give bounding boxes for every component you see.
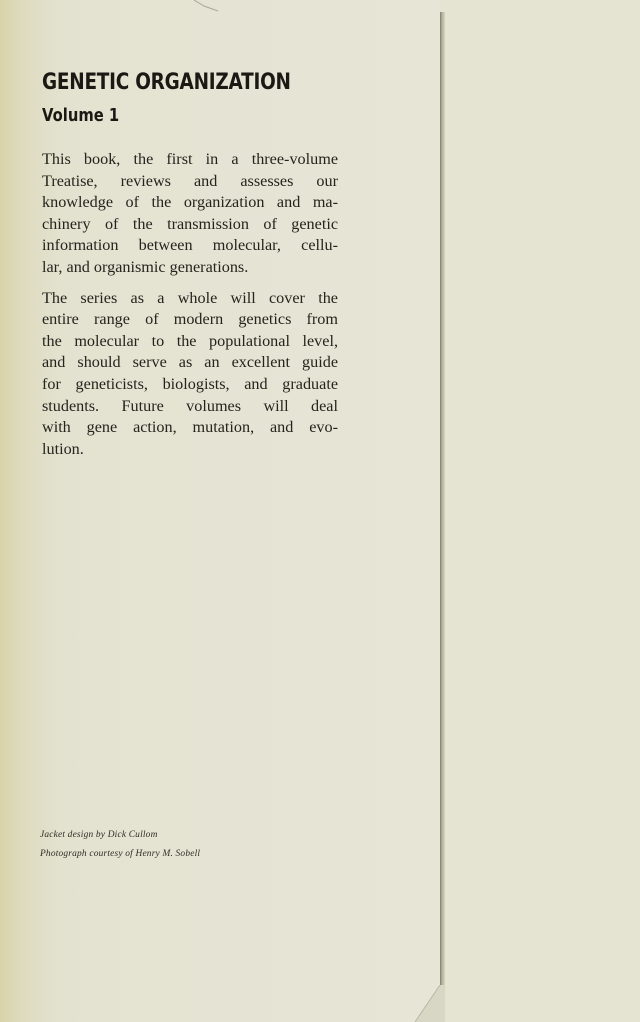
flap-folded-corner: [395, 985, 445, 1022]
text-line: and should serve as an excellent guide: [42, 353, 338, 372]
flap-content: [42, 66, 338, 460]
text-line: This book, the first in a three-volume: [42, 150, 338, 168]
text-line: with gene action, mutation, and evo-: [42, 418, 338, 437]
text-line: lution.: [42, 439, 84, 458]
text-line: Treatise, reviews and assesses our: [42, 171, 338, 190]
text-line: students. Future volumes will deal: [42, 396, 338, 415]
text-line: The series as a whole will cover the: [42, 288, 338, 307]
jacket-design-credit: Jacket design by Dick Cullom: [40, 830, 158, 840]
text-line: knowledge of the organization and ma-: [42, 193, 338, 212]
text-line: the molecular to the populational level,: [42, 331, 338, 350]
book-title: GENETIC ORGANIZATION: [42, 69, 291, 95]
text-line: for geneticists, biologists, and graduate: [42, 374, 338, 393]
credits-block: [40, 826, 300, 864]
text-line: entire range of modern genetics from: [42, 310, 338, 329]
description-paragraph-1: [42, 149, 338, 279]
text-line: lar, and organismic generations.: [42, 257, 249, 276]
volume-label: Volume 1: [42, 105, 120, 126]
flap-edge-shadow: [440, 12, 445, 990]
text-line: chinery of the transmission of genetic: [42, 214, 338, 233]
description-paragraph-2: [42, 288, 338, 461]
photograph-credit: Photograph courtesy of Henry M. Sobell: [40, 849, 201, 859]
flap-notch: [192, 0, 220, 12]
text-line: information between molecular, cellu-: [42, 236, 338, 255]
